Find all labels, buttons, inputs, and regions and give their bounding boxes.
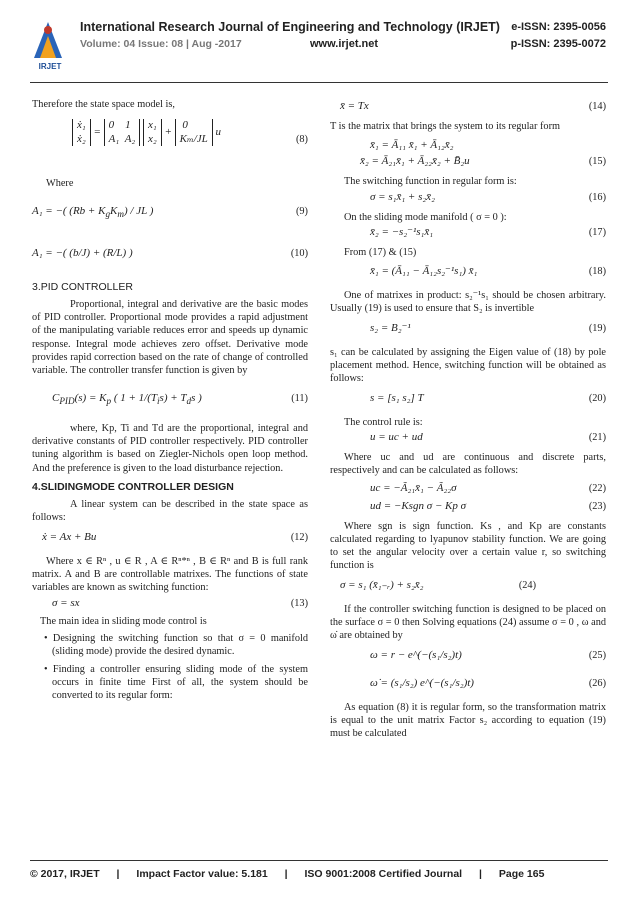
eq-number: (16) [588, 191, 606, 203]
equation-15: x̄₁ = Ā₁₁ x̄₁ + Ā₁₂x̄₂ x̄₂ = Ā₂₁x̄₁ + Ā₂₂x̄₂ + B̄₂u (15) [360, 139, 606, 168]
eq-number: (13) [290, 597, 308, 609]
equation-25: ω = r − e^(−(s₁/s₂)t) (25) [370, 648, 606, 661]
equation-24: σ = s₁ (x̄₁₋ᵣ) + s₂x̄₂ (24) [340, 578, 536, 591]
eq-number: (19) [588, 322, 606, 334]
paragraph: T is the matrix that brings the system to its regular form [330, 121, 561, 132]
eq-number: (20) [588, 392, 606, 404]
journal-title: International Research Journal of Engineering and Technology (IRJET) [80, 20, 500, 34]
paragraph: On the sliding mode manifold ( σ = 0 ): [344, 211, 507, 223]
paragraph: Where x ∈ Rⁿ , u ∈ R , A ∈ Rⁿ*ⁿ , B ∈ Rⁿ and B is full rank matrix. A and B are controllable matrixes. The functions of state variables are known as switching function: [32, 555, 308, 594]
eq-number: (12) [290, 531, 308, 543]
eq-number: (17) [588, 226, 606, 238]
equation-22: uc = −Ã₂₁x̄₁ − Ã₂₂σ (22) [370, 481, 606, 494]
paragraph: A linear system can be described in the state space as follows: [32, 499, 308, 524]
state-space-matrix: ẋ₁ ẋ₂ = 0 1 A₁ A₂ x₁ x₂ + 0 Kₘ/JL u [72, 119, 221, 146]
left-column [32, 98, 308, 706]
bullet-item: • Designing the switching function so that σ = 0 manifold (sliding mode) provide the desired dynamic. [44, 632, 308, 658]
section-heading: 4.SLIDINGMODE CONTROLLER DESIGN [32, 480, 234, 493]
footer-rule [30, 860, 608, 861]
equation-10: A₁ = −( (b/J) + (R/L) ) (10) [32, 246, 308, 259]
paragraph: One of matrixes in product: s₂⁻¹s₁ should be chosen arbitrary. Usually (19) is used to ensure that S₂ is invertible [330, 290, 606, 315]
volume-issue: Volume: 04 Issue: 08 | Aug -2017 [80, 38, 242, 50]
bullet-item: • Finding a controller ensuring sliding mode of the system occurs in finite time First of all, the system should be converted to its regular form: [44, 663, 308, 702]
eq-number: (15) [588, 156, 606, 168]
equation-26: ω̇ = (s₁/s₂) e^(−(s₁/s₂)t) (26) [370, 676, 606, 689]
eq-number: (11) [291, 392, 308, 404]
equation-9: A₁ = −( $(Rb + K_gK_m)$ / JL ) (9) [32, 204, 308, 219]
eq-number: (21) [588, 431, 606, 443]
paragraph: s₁ can be calculated by assigning the Eigen value of (18) by pole placement method. Hence, switching function will be obtained as follows: [330, 346, 606, 385]
eq-number: (22) [588, 482, 606, 494]
irjet-logo-icon [30, 18, 66, 62]
eq-number: (24) [518, 579, 536, 591]
logo-text: IRJET [38, 62, 62, 71]
equation-17: x̄₂ = −s₂⁻¹s₁x̄₁ (17) [370, 225, 606, 238]
website-link[interactable]: www.irjet.net [310, 38, 379, 50]
eq-number: (26) [588, 677, 606, 689]
equation-20: s = [s₁ s₂] T (20) [370, 391, 606, 404]
paragraph: Proportional, integral and derivative are the basic modes of PID controller. Proportional mode provides a rapid adjustment of the manipulating variable reduces error and speeds up dynamic response. Integral mode achieves zero offset. Derivative mode provides rapid correction based on the rate of change of controlled variable. The controller transfer function is given by [32, 298, 308, 377]
eq-number: (8) [295, 134, 308, 146]
copyright: © 2017, IRJET [30, 868, 100, 880]
paragraph: The control rule is: [344, 416, 423, 428]
equation-23: ud = −Ksgn σ − Kp σ (23) [370, 499, 606, 512]
eq-number: (25) [588, 649, 606, 661]
paragraph: If the controller switching function is designed to be placed on the surface σ = 0 then Solving equations (24) assume σ = 0 , ω and ω̇ are obtained by [330, 603, 606, 642]
journal-header [0, 0, 638, 92]
page-footer: © 2017, IRJET | Impact Factor value: 5.181 | ISO 9001:2008 Certified Journal | Page 165 [30, 868, 545, 880]
section-heading: 3.PID CONTROLLER [32, 280, 133, 293]
paragraph: Where [46, 178, 74, 190]
equation-16: σ = s₁x̄₁ + s₂x̄₂ (16) [370, 190, 606, 203]
right-column [330, 98, 606, 743]
eq-number: (9) [295, 205, 308, 217]
eq-number: (18) [588, 266, 606, 278]
equation-14: x̄ = Tx (14) [340, 100, 606, 112]
paragraph: As equation (8) it is regular form, so the transformation matrix is equal to the unit matrix Factor s₂ according to equation (19) must be calculated [330, 701, 606, 740]
paragraph: From (17) & (15) [344, 246, 417, 258]
page-number: Page 165 [498, 868, 545, 880]
paragraph: The switching function in regular form is: [344, 176, 517, 188]
e-issn: e-ISSN: 2395-0056 [511, 21, 606, 33]
p-issn: p-ISSN: 2395-0072 [510, 38, 606, 50]
paragraph: Where sgn is sign function. Ks , and Kp are constants calculated regarding to lyapunov stability function. We are going to set the angular velocity over a certain value r, so switching function is [330, 520, 606, 572]
equation-13: σ = sx (13) [52, 596, 308, 609]
equation-21: u = uc + ud (21) [370, 430, 606, 443]
eq-number: (14) [588, 101, 606, 112]
paragraph: The main idea in sliding mode control is [40, 615, 207, 627]
impact-factor: Impact Factor value: 5.181 [136, 868, 268, 880]
equation-12: ẋ = Ax + Bu (12) [42, 530, 308, 543]
iso-certification: ISO 9001:2008 Certified Journal [304, 868, 463, 880]
eq-number: (10) [290, 247, 308, 259]
paragraph: Where uc and ud are continuous and discrete parts, respectively and can be calculated as follows: [330, 451, 606, 477]
equation-19: s₂ = B₂⁻¹ (19) [370, 321, 606, 334]
eq-number: (23) [588, 500, 606, 512]
equation-8 [32, 113, 308, 175]
equation-11: $C_{PID}(s) = K_p$ ( $1 + 1/(T_is) + T_ds$ ) (11) [52, 391, 308, 406]
paragraph: where, Kp, Ti and Td are the proportional, integral and derivative constants of PID controller respectively. PID controller tuning algorithm is based on Ziegler-Nichols open loop method. And the preference is given to the load disturbance rejection. [32, 422, 308, 474]
header-rule [30, 82, 608, 83]
paragraph: Therefore the state space model is, [32, 99, 175, 110]
equation-18: x̄₁ = (Ā₁₁ − Ā₁₂s₂⁻¹s₁) x̄₁ (18) [370, 265, 606, 278]
